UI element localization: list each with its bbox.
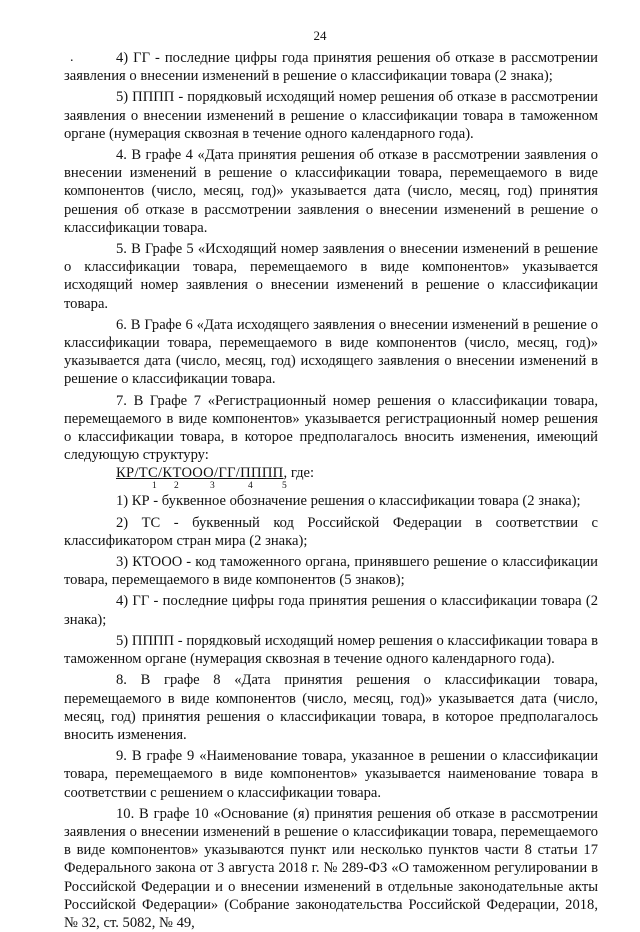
number-structure (64, 464, 598, 492)
paragraph: 6. В Графе 6 «Дата исходящего заявления о внесении изменений в решение о классификации товара, перемещаемого в виде компонентов (число, месяц, год)» указывается дата (число, месяц, год) исходящего заявления о внесении изменений в решение о классификации товара. (64, 316, 598, 388)
structure-index: 4 (248, 481, 253, 492)
paragraph: 7. В Графе 7 «Регистрационный номер решения о классификации товара, перемещаемого в виде компонентов» указывается регистрационный номер решения о классификации товара, в которое предполагалось вносить изменения, имеющий следующую структуру: (64, 392, 598, 464)
structure-index: 2 (174, 481, 179, 492)
paragraph: 4. В графе 4 «Дата принятия решения об отказе в рассмотрении заявления о внесении изменений в решение о классификации товара, перемещаемого в виде компонентов (число, месяц, год)» указывается дата (число, месяц, год) принятия решения об отказе в рассмотрении заявления о внесении изменений в решение о классификации товара. (64, 147, 598, 236)
paragraph: 5. В Графе 5 «Исходящий номер заявления о внесении изменений в решение о классификации товара, перемещаемого в виде компонентов» указывается исходящий номер заявления о внесении изменений в решение о классификации товара. (64, 241, 598, 312)
paragraph: 8. В графе 8 «Дата принятия решения о классификации товара, перемещаемого в виде компонентов (число, месяц, год)» указывается дата (число, месяц, год) принятия решения о классификации товара, в которое предполагалось вносить изменения. (64, 672, 598, 743)
paragraph: 4) ГГ - последние цифры года принятия решения об отказе в рассмотрении заявления о внесении изменений в решение о классификации товара (2 знака); (64, 50, 598, 85)
paragraph: 4) ГГ - последние цифры года принятия решения о классификации товара (2 знака); (64, 593, 598, 628)
margin-dot: . (70, 50, 74, 65)
paragraph: 3) КТООО - код таможенного органа, принявшего решение о классификации товара, перемещаемого в виде компонентов (5 знаков); (64, 554, 598, 589)
document-body (64, 49, 598, 932)
paragraph: 10. В графе 10 «Основание (я) принятия решения об отказе в рассмотрении заявления о внесении изменений в решение о классификации товара, перемещаемого в виде компонентов» указываются пункт или несколько пунктов части 8 статьи 17 Федерального закона от 3 августа 2018 г. № 289-ФЗ «О таможенном регулировании в Российской Федерации и о внесении изменений в отдельные законодательные акты Российской Федерации» (Собрание законодательства Российской Федерации, 2018, № 32, ст. 5082, № 49, (64, 805, 598, 931)
paragraph: 9. В графе 9 «Наименование товара, указанное в решении о классификации товара, перемещаемого в виде компонентов» указывается наименование товара в соответствии с решением о классификации товара. (64, 748, 598, 801)
paragraph: 5) ПППП - порядковый исходящий номер решения о классификации товара в таможенном органе (нумерация сквозная в течение одного календарного года). (64, 632, 598, 668)
paragraph: 1) КР - буквенное обозначение решения о классификации товара (2 знака); (116, 493, 581, 510)
structure-index: 5 (282, 481, 287, 492)
structure-index: 3 (210, 481, 215, 492)
page-number: 24 (313, 28, 327, 43)
paragraph: 5) ПППП - порядковый исходящий номер решения об отказе в рассмотрении заявления о внесении изменений в решение о классификации товара в таможенном органе (нумерация сквозная в течение одного календарного года). (64, 89, 598, 142)
structure-index: 1 (152, 481, 157, 492)
structure-code: КР/ТС/КТООО/ГГ/ПППП (116, 465, 284, 482)
structure-suffix: , где: (283, 465, 315, 482)
paragraph: 2) ТС - буквенный код Российской Федерации в соответствии с классификатором стран мира (2 знака); (64, 514, 598, 549)
